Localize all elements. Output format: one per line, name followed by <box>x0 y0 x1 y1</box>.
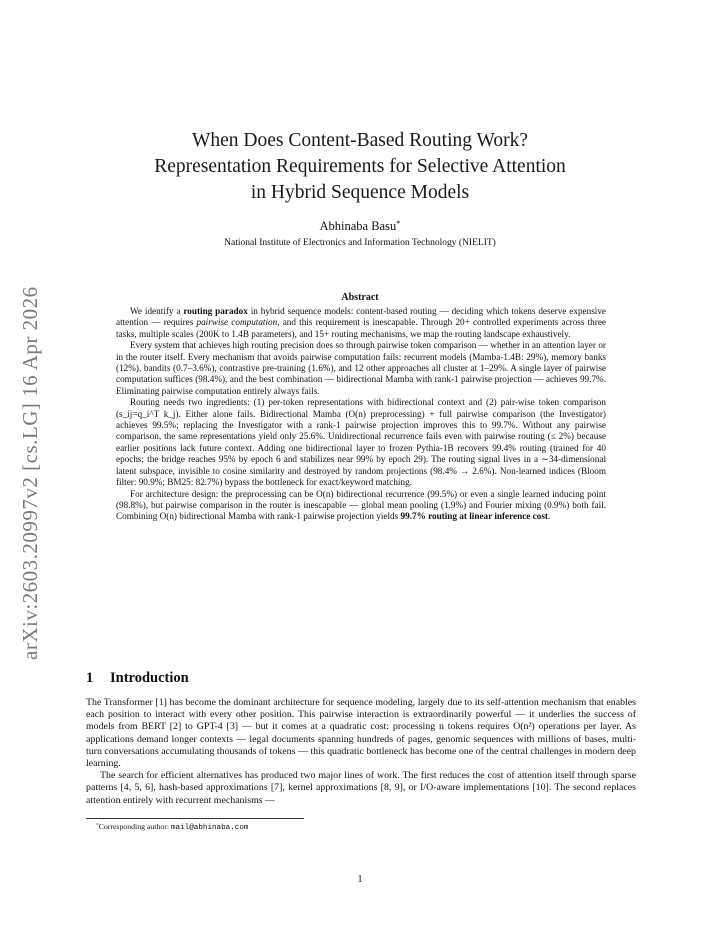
page-number: 1 <box>357 874 363 885</box>
section-title: Introduction <box>110 670 189 686</box>
abstract-heading: Abstract <box>341 292 379 303</box>
abstract-text: , and this requirement is inescapable. Through 20+ controlled experiments across three tasks, multiple scales (200K to 1.4B parameters), and 15+ routing mechanisms, we map the routing landscape exhaustively. <box>116 317 606 339</box>
title-line-2: Representation Requirements for Selective Attention <box>154 156 566 177</box>
intro-paragraph-2: The search for efficient alternatives has produced two major lines of work. The first reduces the cost of attention itself through sparse patterns [4, 5, 6], hash-based approximations [7], kernel approximations [8, 9], or I/O-aware implementations [10]. The second replaces attention entirely with recurrent mechanisms — <box>86 770 636 806</box>
footnote <box>96 822 248 832</box>
arxiv-identifier: arXiv:2603.20997v2 [cs.LG] 16 Apr 2026 <box>18 286 42 660</box>
footnote-label: Corresponding author: <box>98 822 171 831</box>
section-heading <box>86 670 189 687</box>
title-line-3: in Hybrid Sequence Models <box>250 182 470 203</box>
abstract-text: We identify a <box>130 306 184 316</box>
abstract-paragraph-4 <box>116 489 606 523</box>
abstract-bold-term: routing paradox <box>183 306 248 316</box>
section-number: 1 <box>86 670 94 686</box>
author-name: Abhinaba Basu <box>319 219 397 233</box>
abstract-text: in hybrid sequence models: content-based routing — deciding which tokens deserve expensive attention — requires <box>116 306 607 328</box>
footnote-email-link[interactable]: mail@abhinaba.com <box>170 824 249 832</box>
abstract-italic-term: pairwise computation <box>196 317 278 328</box>
abstract-text: For architecture design: the preprocessing can be O(n) bidirectional recurrence (99.5%) or even a single learned inducing point (98.8%), but pairwise comparison in the router is inescapable — global mean pooling (1.9%) and Fourier mixing (0.9%) both fail. Combining O(n) bidirectional Mamba with rank-1 pairwise projection yields <box>116 488 606 522</box>
author-block <box>100 219 620 234</box>
abstract-paragraph-3: Routing needs two ingredients: (1) per-token representations with bidirectional context and (2) pair-wise token comparison (s_ij=q_i^T k_j). Either alone fails. Bidirectional Mamba (O(n) preprocessing) + full pairwise comparison (the Investigator) achieves 99.5%; replacing the Investigator with a rank-1 pairwise projection improves this to 99.7%. Without any pairwise comparison, the same representations yield only 25.6%. Unidirectional recurrence fails even with pairwise routing (≤ 2%) because earlier positions lack future context. Adding one bidirectional layer to frozen Pythia-1B recovers 99.4% routing (trained for 40 epochs; the bridge reaches 95% by epoch 6 and stabilizes near 99% by epoch 29). The routing signal lives in a ∼34-dimensional latent subspace, invisible to cosine similarity and destroyed by random projections (98.4% → 2.6%). Non-learned indices (Bloom filter: 90.9%; BM25: 82.7%) bypass the bottleneck for exact/keyword matching. <box>116 397 606 488</box>
intro-paragraph-1: The Transformer [1] has become the dominant architecture for sequence modeling, largely due to its self-attention mechanism that enables each position to interact with every other position. This pairwise interaction is extraordinarily powerful — it underlies the success of models from BERT [2] to GPT-4 [3] — but it comes at a quadratic cost: processing n tokens requires O(n²) operations per layer. As applications demand longer contexts — legal documents spanning hundreds of pages, genomic sequences with millions of bases, multi-turn conversations accumulating thousands of tokens — this quadratic bottleneck has become one of the central challenges in modern deep learning. <box>86 697 636 770</box>
abstract-paragraph-1 <box>116 306 606 340</box>
footnote-mark: * <box>96 822 99 829</box>
abstract-body <box>116 306 606 523</box>
abstract-paragraph-2: Every system that achieves high routing precision does so through pairwise token comparison — whether in an attention layer or in the router itself. Every mechanism that avoids pairwise computation fails: recurrent models (Mamba-1.4B: 29%), memory banks (12%), bandits (0.7–3.6%), contrastive pre-training (1.6%), and 12 other approaches all cluster at 1–29%. A single layer of pairwise computation suffices (98.4%), and the best combination — bidirectional Mamba with rank-1 pairwise projection — achieves 99.7%. Eliminating pairwise computation entirely always fails. <box>116 340 606 396</box>
abstract-bold-result: 99.7% routing at linear inference cost <box>400 511 548 522</box>
title-line-1: When Does Content-Based Routing Work? <box>191 130 528 151</box>
abstract-text: . <box>548 511 551 522</box>
author-footnote-mark: * <box>396 218 401 229</box>
affiliation: National Institute of Electronics and Information Technology (NIELIT) <box>224 238 496 248</box>
paper-title <box>100 128 620 206</box>
introduction-body <box>86 697 636 807</box>
footnote-rule <box>86 818 304 819</box>
